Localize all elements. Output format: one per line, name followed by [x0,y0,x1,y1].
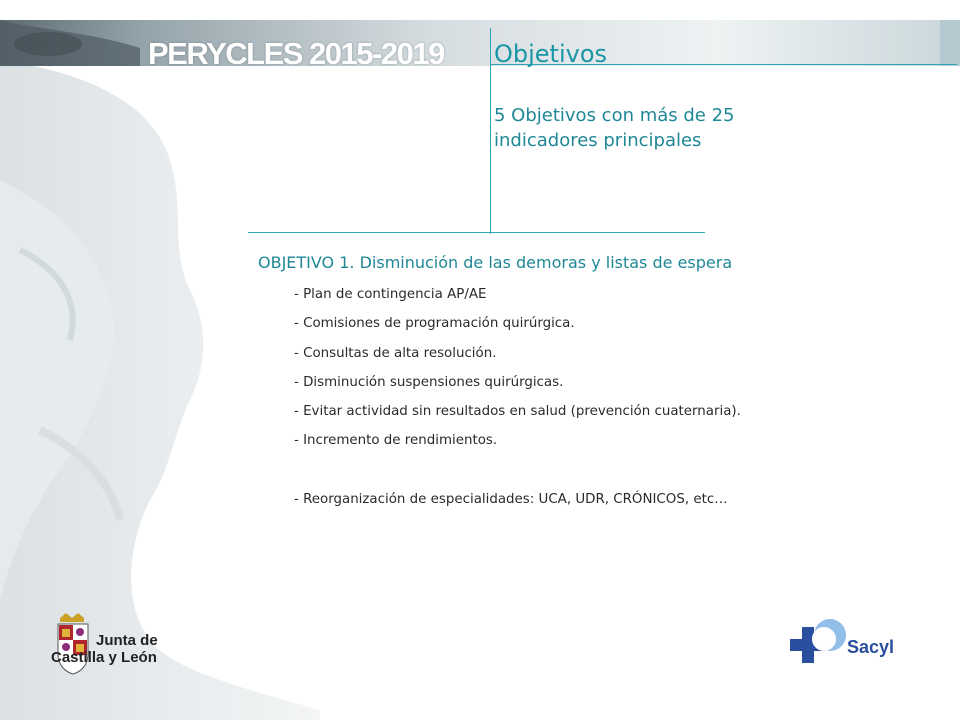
objective-list [294,285,741,519]
list-item: - Reorganización de especialidades: UCA, UDR, CRÓNICOS, etc… [294,491,728,507]
slide-subheading: 5 Objetivos con más de 25 indicadores principales [494,105,735,151]
list-item: - Incremento de rendimientos. [294,433,498,449]
objective-title: OBJETIVO 1. Disminución de las demoras y listas de espera [258,253,733,272]
list-item: - Consultas de alta resolución. [294,345,497,361]
jcyl-wordmark [51,632,158,666]
list-item: - Disminución suspensiones quirúrgicas. [294,374,564,390]
list-item: - Plan de contingencia AP/AE [294,287,487,302]
banner-title: PERYCLES 2015-2019 [148,36,444,71]
list-item: - Evitar actividad sin resultados en salud (prevención cuaternaria). [294,404,741,420]
sacyl-wordmark: Sacyl [847,637,895,657]
vertical-divider [490,28,491,234]
section-divider [248,232,705,233]
jcyl-line1: Junta de [96,632,158,649]
list-item: - Comisiones de programación quirúrgica. [294,316,575,332]
slide-heading: Objetivos [494,40,608,68]
jcyl-line2: Castilla y León [51,649,157,666]
